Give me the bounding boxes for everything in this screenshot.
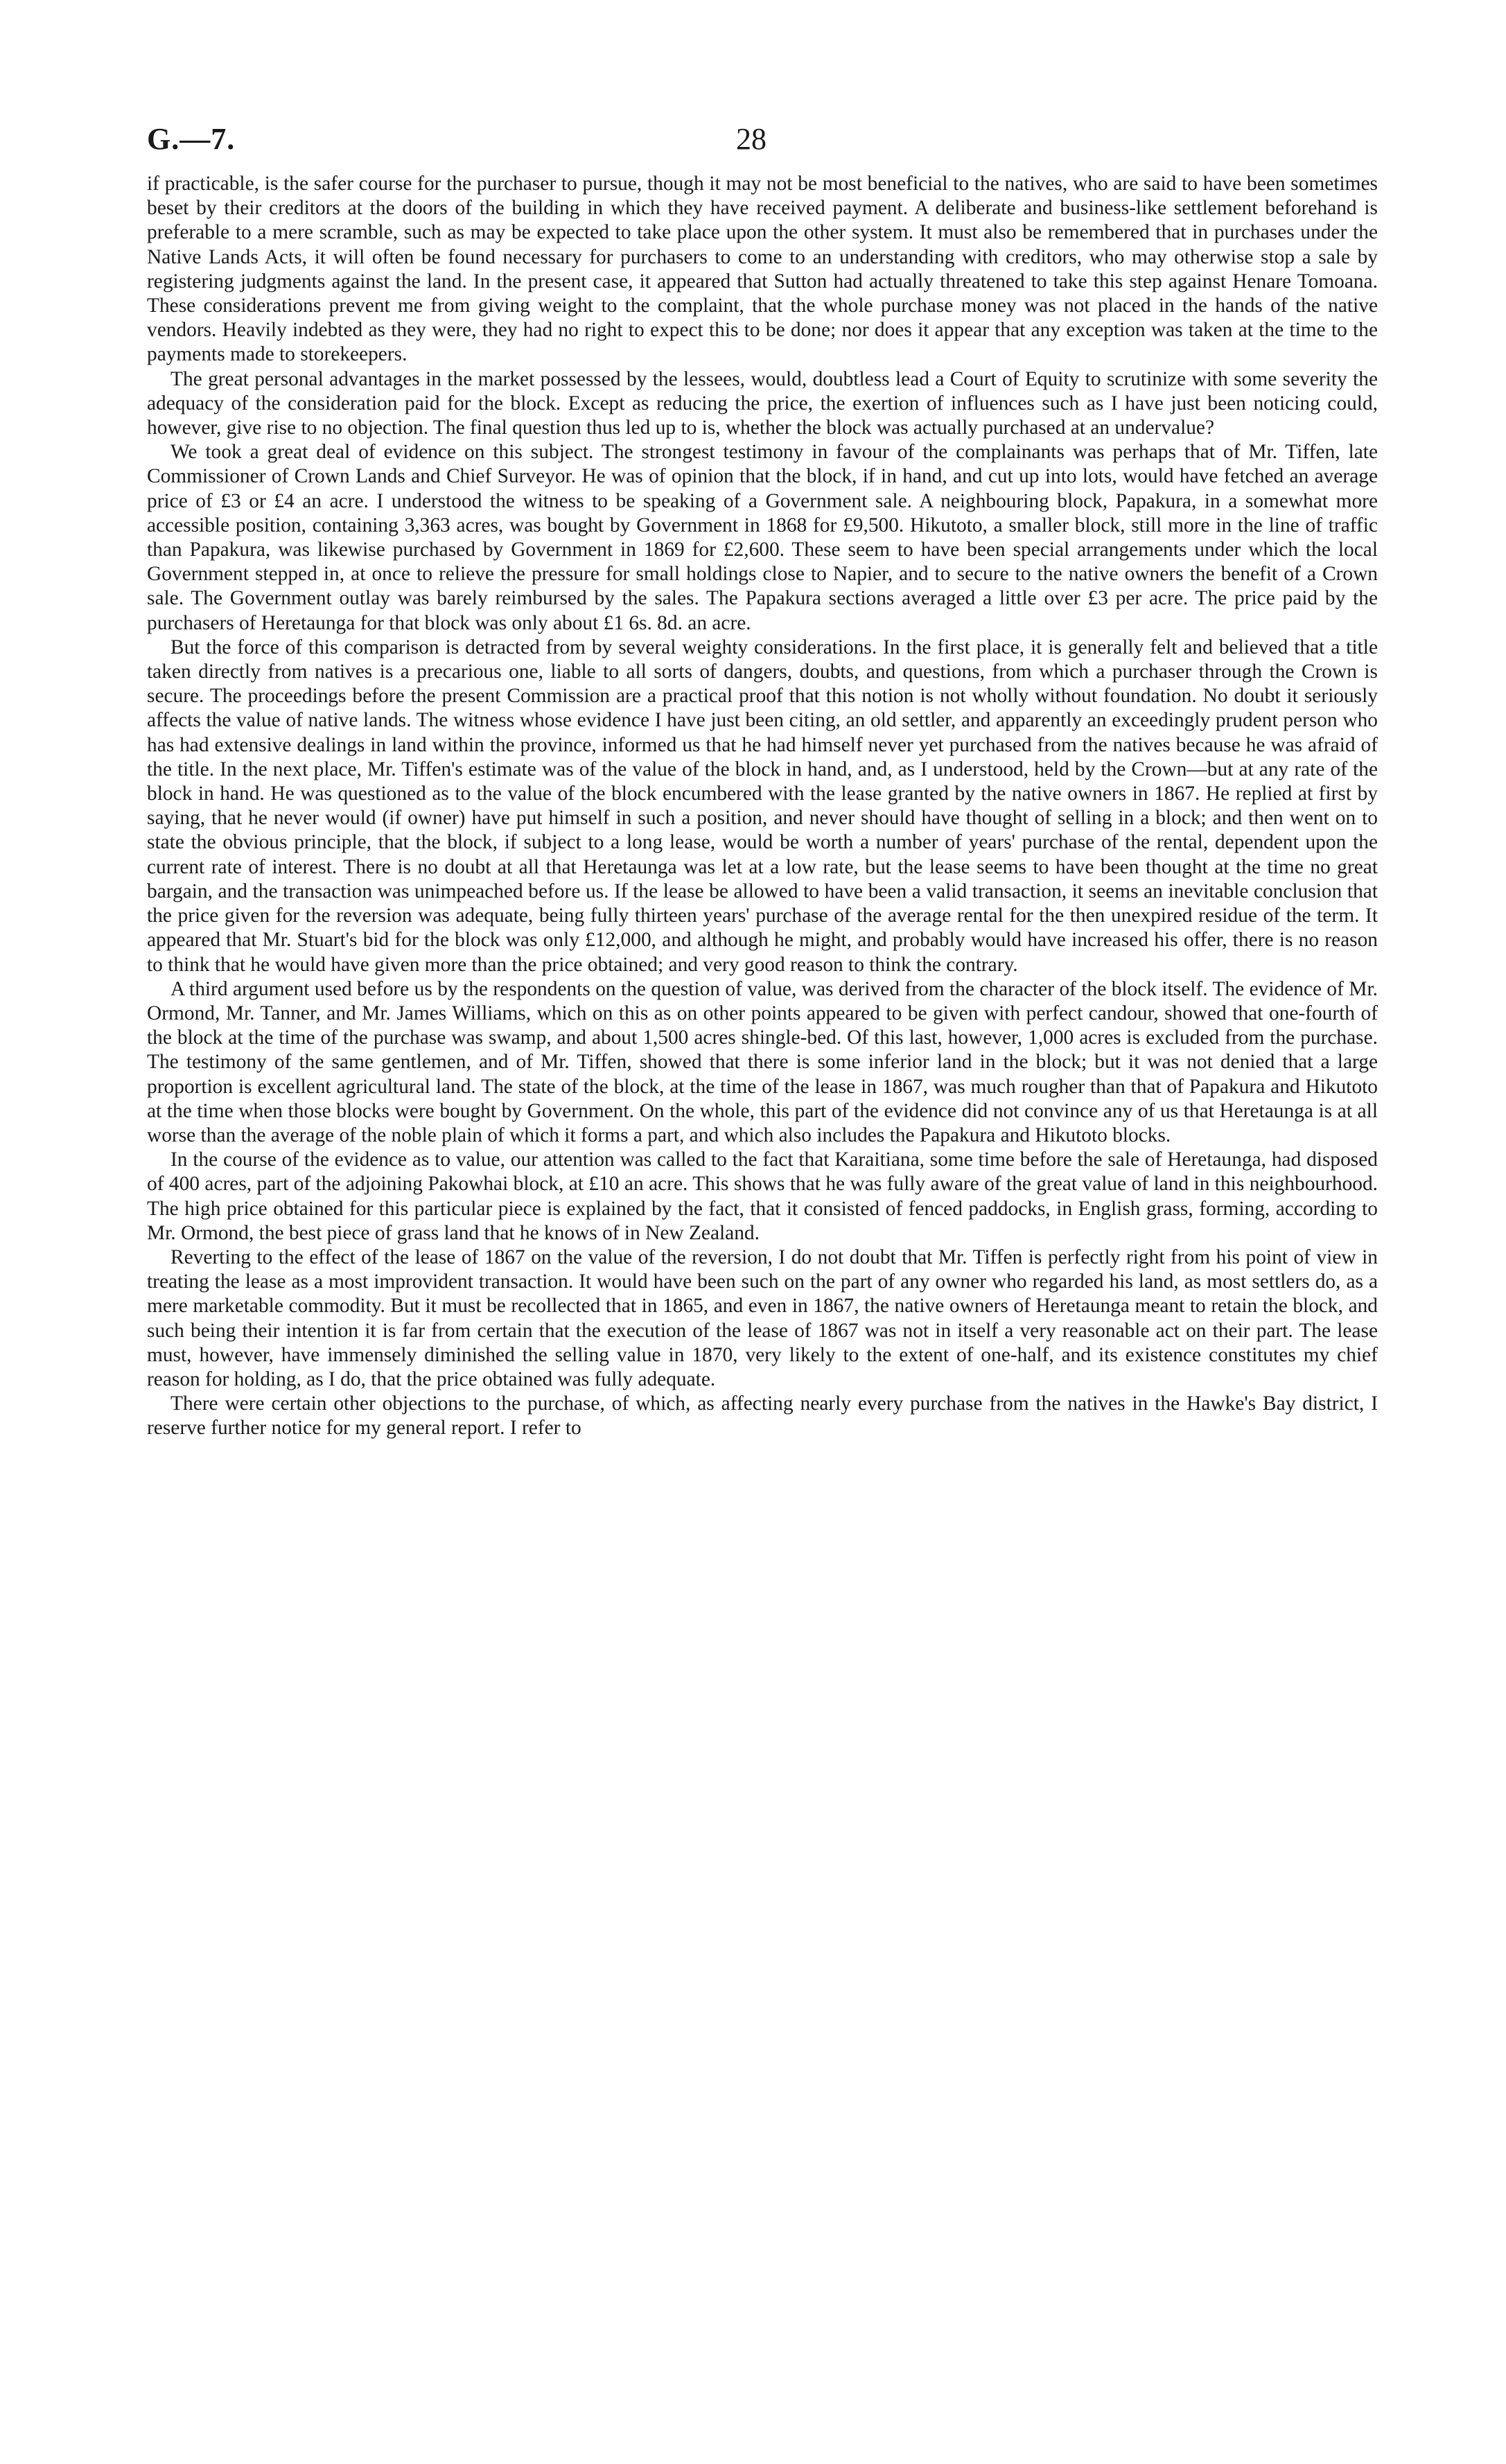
paragraph: We took a great deal of evidence on this subject. The strongest testimony in favour of the complainants was perhaps that of Mr. Tiffen, late Commissioner of Crown Lands and Chief Surveyor. He was of opinion that the block, if in hand, and cut up into lots, would have fetched an average price of £3 or £4 an acre. I understood the witness to be speaking of a Government sale. A neighbouring block, Papakura, in a somewhat more accessible position, containing 3,363 acres, was bought by Government in 1868 for £9,500. Hikutoto, a smaller block, still more in the line of traffic than Papakura, was likewise purchased by Government in 1869 for £2,600. These seem to have been special arrangements under which the local Government stepped in, at once to relieve the pressure for small holdings close to Napier, and to secure to the native owners the benefit of a Crown sale. The Government outlay was barely reimbursed by the sales. The Papakura sections averaged a little over £3 per acre. The price paid by the purchasers of Heretaunga for that block was only about £1 6s. 8d. an acre. (147, 441, 1378, 634)
page-number: 28 (736, 122, 767, 156)
paragraph: if practicable, is the safer course for the purchaser to pursue, though it may not be most beneficial to the natives, who are said to have been sometimes beset by their creditors at the doors of the building in which they have received payment. A deliberate and business-like settlement beforehand is preferable to a mere scramble, such as may be expected to take place upon the other system. It must also be remembered that in purchases under the Native Lands Acts, it will often be found necessary for purchasers to come to an understanding with creditors, who may otherwise stop a sale by registering judgments against the land. In the present case, it appeared that Sutton had actually threatened to take this step against Henare Tomoana. These considerations prevent me from giving weight to the complaint, that the whole purchase money was not placed in the hands of the native vendors. Heavily indebted as they were, they had no right to expect this to be done; nor does it appear that any exception was taken at the time to the payments made to storekeepers. (147, 173, 1378, 366)
page-header (147, 121, 1378, 163)
paragraph: Reverting to the effect of the lease of 1867 on the value of the reversion, I do not doubt that Mr. Tiffen is perfectly right from his point of view in treating the lease as a most improvident transaction. It would have been such on the part of any owner who regarded his land, as most settlers do, as a mere marketable commodity. But it must be recollected that in 1865, and even in 1867, the native owners of Heretaunga meant to retain the block, and such being their intention it is far from certain that the execution of the lease of 1867 was not in itself a very reasonable act on their part. The lease must, however, have immensely diminished the selling value in 1870, very likely to the extent of one-half, and its existence constitutes my chief reason for holding, as I do, that the price obtained was fully adequate. (147, 1246, 1378, 1390)
body-text (147, 172, 1378, 1441)
document-reference: G.—7. (147, 122, 236, 156)
paragraph: But the force of this comparison is detracted from by several weighty considerations. In the first place, it is generally felt and believed that a title taken directly from natives is a precarious one, liable to all sorts of dangers, doubts, and questions, from which a purchaser through the Crown is secure. The proceedings before the present Commission are a practical proof that this notion is not wholly without foundation. No doubt it seriously affects the value of native lands. The witness whose evidence I have just been citing, an old settler, and apparently an exceedingly prudent person who has had extensive dealings in land within the province, informed us that he had himself never yet purchased from the natives because he was afraid of the title. In the next place, Mr. Tiffen's estimate was of the value of the block in hand, and, as I understood, held by the Crown—but at any rate of the block in hand. He was questioned as to the value of the block encumbered with the lease granted by the native owners in 1867. He replied at first by saying, that he never would (if owner) have put himself in such a position, and never should have thought of selling in a block; and then went on to state the obvious principle, that the block, if subject to a long lease, would be worth a number of years' purchase of the rental, dependent upon the current rate of interest. There is no doubt at all that Heretaunga was let at a low rate, but the lease seems to have been thought at the time no great bargain, and the transaction was unimpeached before us. If the lease be allowed to have been a valid transaction, it seems an inevitable conclusion that the price given for the reversion was adequate, being fully thirteen years' purchase of the average rental for the then unexpired residue of the term. It appeared that Mr. Stuart's bid for the block was only £12,000, and although he might, and probably would have increased his offer, there is no reason to think that he would have given more than the price obtained; and very good reason to think the contrary. (147, 636, 1378, 976)
paragraph: A third argument used before us by the respondents on the question of value, was derived from the character of the block itself. The evidence of Mr. Ormond, Mr. Tanner, and Mr. James Williams, which on this as on other points appeared to be given with perfect candour, showed that one-fourth of the block at the time of the purchase was swamp, and about 1,500 acres shingle-bed. Of this last, however, 1,000 acres is excluded from the purchase. The testimony of the same gentlemen, and of Mr. Tiffen, showed that there is some inferior land in the block; but it was not denied that a large proportion is excellent agricultural land. The state of the block, at the time of the lease in 1867, was much rougher than that of Papakura and Hikutoto at the time when those blocks were bought by Government. On the whole, this part of the evidence did not convince any of us that Heretaunga is at all worse than the average of the noble plain of which it forms a part, and which also includes the Papakura and Hikutoto blocks. (147, 977, 1378, 1146)
paragraph: There were certain other objections to the purchase, of which, as affecting nearly every purchase from the natives in the Hawke's Bay district, I reserve further notice for my general report. I refer to (147, 1392, 1378, 1440)
paragraph: The great personal advantages in the market possessed by the lessees, would, doubtless lead a Court of Equity to scrutinize with some severity the adequacy of the consideration paid for the block. Except as reducing the price, the exertion of influences such as I have just been noticing could, however, give rise to no objection. The final question thus led up to is, whether the block was actually purchased at an undervalue? (147, 367, 1378, 439)
paragraph: In the course of the evidence as to value, our attention was called to the fact that Karaitiana, some time before the sale of Heretaunga, had disposed of 400 acres, part of the adjoining Pakowhai block, at £10 an acre. This shows that he was fully aware of the great value of land in this neighbourhood. The high price obtained for this particular piece is explained by the fact, that it consisted of fenced paddocks, in English grass, forming, according to Mr. Ormond, the best piece of grass land that he knows of in New Zealand. (147, 1148, 1378, 1244)
